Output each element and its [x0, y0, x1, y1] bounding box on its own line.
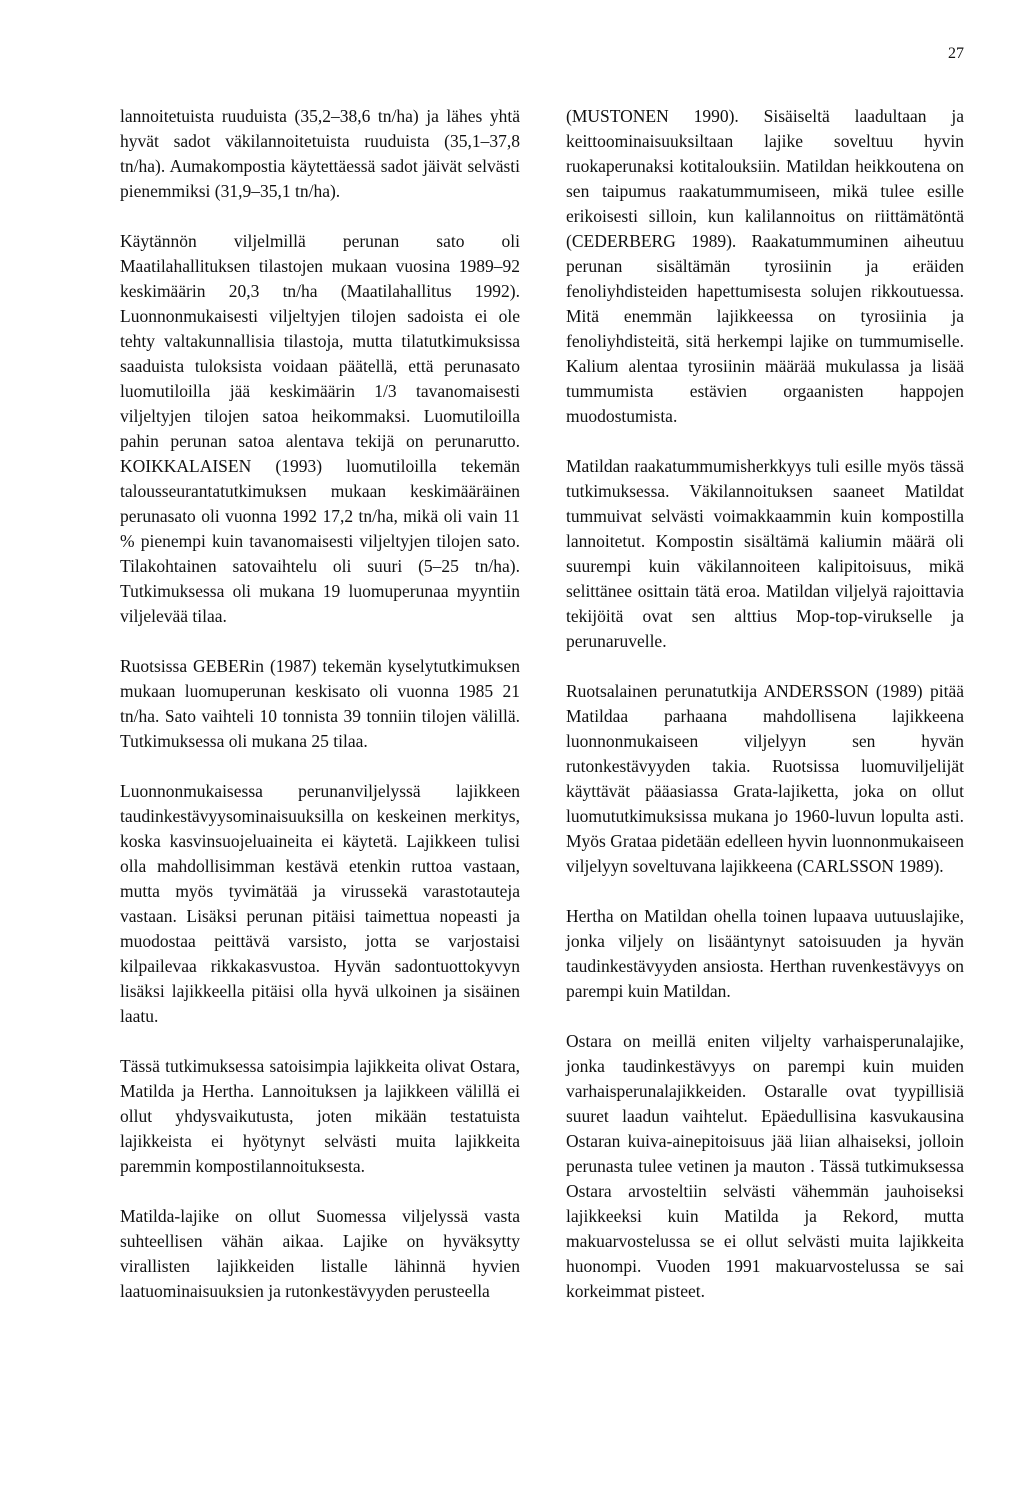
paragraph: lannoitetuista ruuduista (35,2–38,6 tn/ha) ja lähes yhtä hyvät sadot väkilannoitetuista ruuduista (35,1–37,8 tn/ha). Aumakompostia käytettäessä sadot jäivät selvästi pienemmiksi (31,9–35,1 tn/ha). [120, 106, 520, 201]
paragraph: Matildan raakatummumisherkkyys tuli esille myös tässä tutkimuksessa. Väkilannoituksen saaneet Matildat tummuivat selvästi voimakkaammin kuin kompostilla lannoitetut. Kompostin sisältämä kaliumin määrä oli suurempi kuin väkilannoiteen kalipitoisuus, mikä selittänee osittain tätä eroa. Matildan viljelyä rajoittavia tekijöitä ovat sen alttius Mop-top-virukselle ja perunaruvelle. [566, 456, 964, 651]
paragraph: Matilda-lajike on ollut Suomessa viljelyssä vasta suhteellisen vähän aikaa. Lajike on hyväksytty virallisten lajikkeiden listalle lähinnä hyvien laatuominaisuuksien ja rutonkestävyyden perusteella [120, 1206, 520, 1301]
paragraph: Tässä tutkimuksessa satoisimpia lajikkeita olivat Ostara, Matilda ja Hertha. Lannoituksen ja lajikkeen välillä ei ollut yhdysvaikutusta, joten mikään testatuista lajikkeista ei hyötynyt selvästi muita lajikkeita paremmin kompostilannoituksesta. [120, 1056, 520, 1176]
paragraph: Hertha on Matildan ohella toinen lupaava uutuuslajike, jonka viljely on lisääntynyt satoisuuden ja hyvän taudinkestävyyden ansiosta. Herthan ruvenkestävyys on parempi kuin Matildan. [566, 906, 964, 1001]
paragraph: Käytännön viljelmillä perunan sato oli Maatilahallituksen tilastojen mukaan vuosina 1989–92 keskimäärin 20,3 tn/ha (Maatilahallitus 1992). Luonnonmukaisesti viljeltyjen tilojen sadoista ei ole tehty valtakunnallisia tilastoja, mutta tilatutkimuksissa saaduista tuloksista voidaan päätellä, että perunasato luomutiloilla jää keskimäärin 1/3 tavanomaisesti viljeltyjen tilojen satoa heikommaksi. Luomutiloilla pahin perunan satoa alentava tekijä on perunarutto. KOIKKALAISEN (1993) luomutiloilla tekemän talousseurantatutkimuksen mukaan keskimääräinen perunasato oli vuonna 1992 17,2 tn/ha, mikä oli vain 11 % pienempi kuin tavanomaisesti viljeltyjen tilojen sato. Tilakohtainen satovaihtelu oli suuri (5–25 tn/ha). Tutkimuksessa oli mukana 19 luomuperunaa myyntiin viljelevää tilaa. [120, 231, 520, 626]
paragraph: Ruotsalainen perunatutkija ANDERSSON (1989) pitää Matildaa parhaana mahdollisena lajikkeena luonnonmukaiseen viljelyyn sen hyvän rutonkestävyyden takia. Ruotsissa luomuviljelijät käyttävät pääasiassa Grata-lajiketta, joka on ollut luomututkimuksissa mukana jo 1960-luvun lopulta asti. Myös Grataa pidetään edelleen hyvin luonnonmukaiseen viljelyyn soveltuvana lajikkeena (CARLSSON 1989). [566, 681, 965, 876]
right-column [566, 104, 964, 1329]
left-column [120, 104, 520, 1329]
page-number: 27 [948, 45, 964, 62]
paragraph: Ruotsissa GEBERin (1987) tekemän kyselytutkimuksen mukaan luomuperunan keskisato oli vuonna 1985 21 tn/ha. Sato vaihteli 10 tonnista 39 tonniin tilojen välillä. Tutkimuksessa oli mukana 25 tilaa. [120, 656, 520, 751]
paragraph: (MUSTONEN 1990). Sisäiseltä laadultaan ja keittoominaisuuksiltaan lajike soveltuu hyvin ruokaperunaksi kotitalouksiin. Matildan heikkoutena on sen taipumus raakatummumiseen, mikä tulee esille erikoisesti silloin, kun kalilannoitus on riittämätöntä (CEDERBERG 1989). Raakatummuminen aiheutuu perunan sisältämän tyrosiinin ja eräiden fenoliyhdisteiden hapettumisesta solujen rikkoutuessa. Mitä enemmän lajikkeessa on tyrosiinia ja fenoliyhdisteitä, sitä herkempi lajike on tummumiselle. Kalium alentaa tyrosiinin määrää mukulassa ja lisää tummumista estävien orgaanisten happojen muodostumista. [566, 106, 964, 426]
paragraph: Ostara on meillä eniten viljelty varhaisperunalajike, jonka taudinkestävyys on parempi kuin muiden varhaisperunalajikkeiden. Ostaralle ovat tyypillisiä suuret laadun vaihtelut. Epäedullisina kasvukausina Ostaran kuiva-ainepitoisuus jää liian alhaiseksi, jolloin perunasta tulee vetinen ja mauton . Tässä tutkimuksessa Ostara arvosteltiin selvästi vähemmän jauhoiseksi lajikkeeksi kuin Matilda ja Rekord, mutta makuarvostelussa se ei ollut selvästi muita lajikkeita huonompi. Vuoden 1991 makuarvostelussa se sai korkeimmat pisteet. [566, 1031, 964, 1301]
paragraph: Luonnonmukaisessa perunanviljelyssä lajikkeen taudinkestävyysominaisuuksilla on keskeinen merkitys, koska kasvinsuojeluaineita ei käytetä. Lajikkeen tulisi olla mahdollisimman kestävä etenkin ruttoa vastaan, mutta myös tyvimätää ja virussekä varastotauteja vastaan. Lisäksi perunan pitäisi taimettua nopeasti ja muodostaa peittävä varsisto, jotta se varjostaisi kilpailevaa rikkakasvustoa. Hyvän sadontuottokyvyn lisäksi lajikkeella pitäisi olla hyvä ulkoinen ja sisäinen laatu. [120, 781, 520, 1026]
